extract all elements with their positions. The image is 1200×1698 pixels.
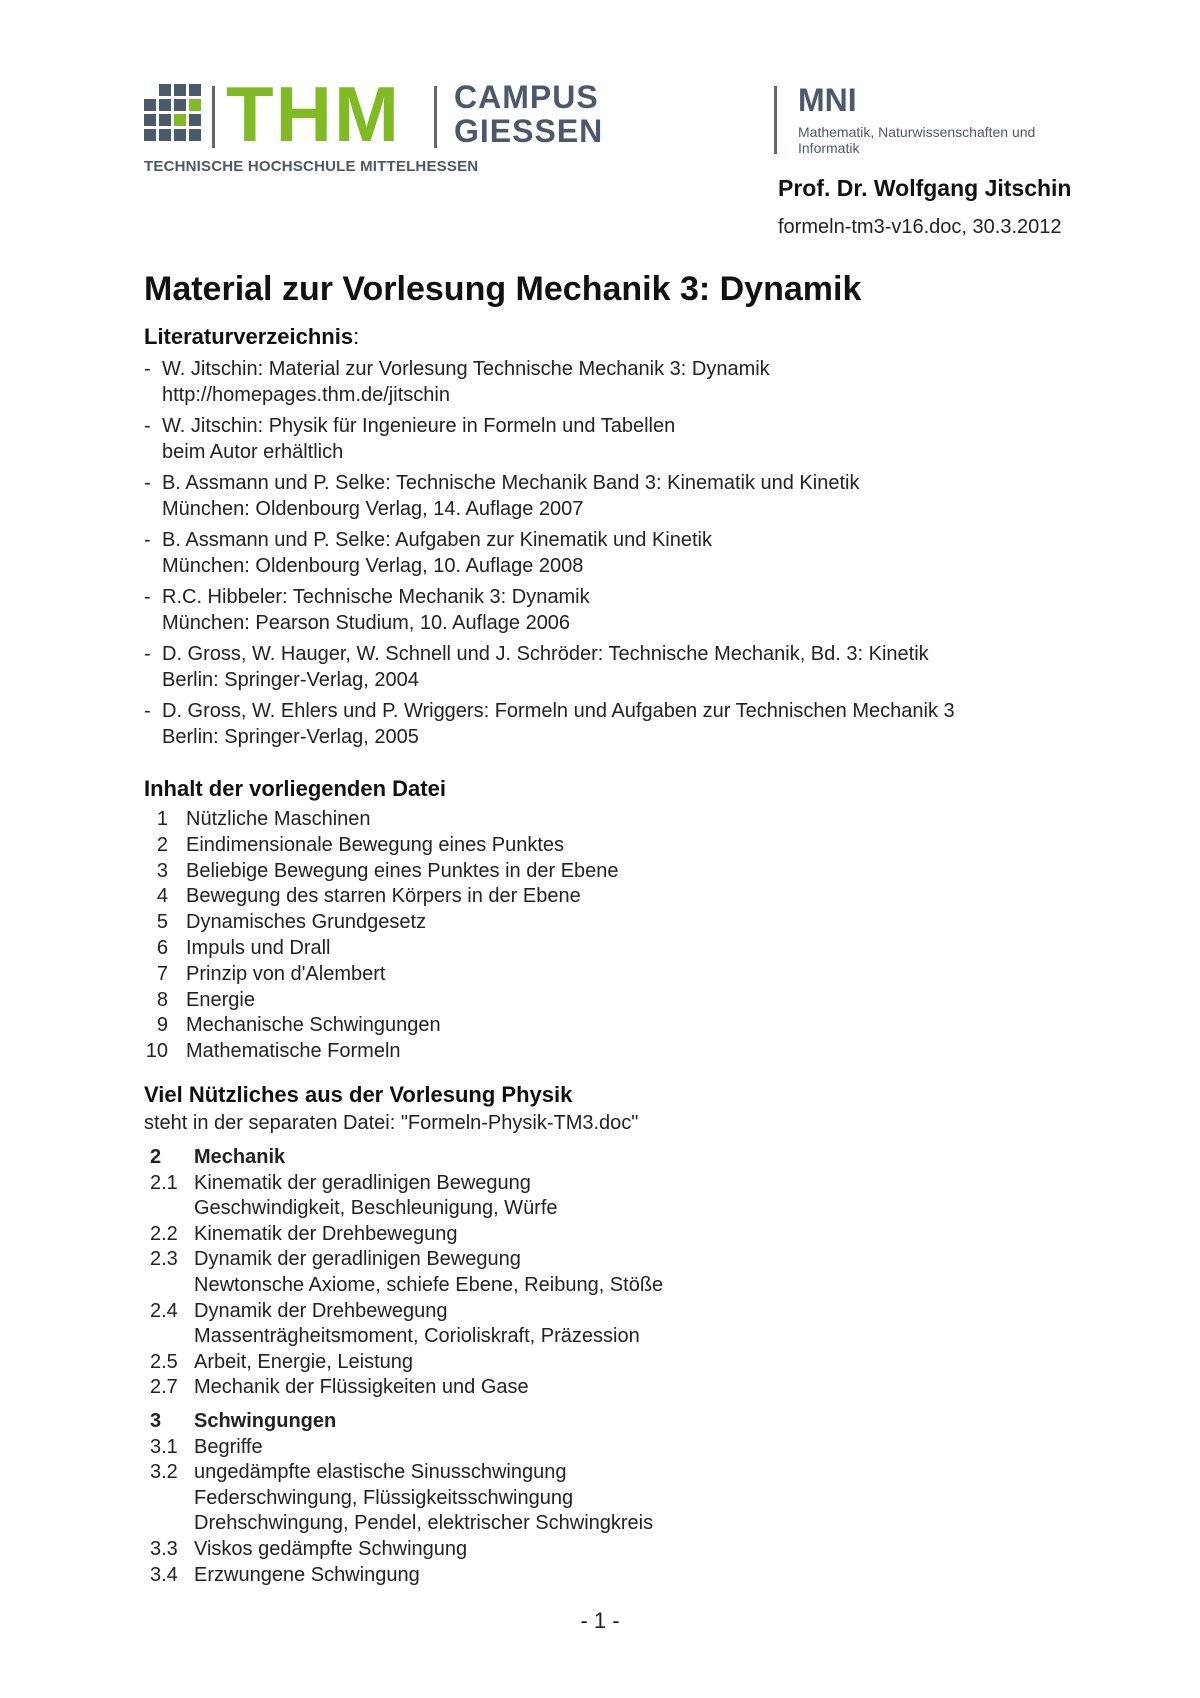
grid-dot xyxy=(174,114,186,126)
list-dash: - xyxy=(144,358,151,380)
physics-item-label: Federschwingung, Flüssigkeitsschwingung xyxy=(194,1486,574,1509)
contents-item xyxy=(144,1014,844,1040)
list-dash: - xyxy=(144,700,151,722)
literature-line-2: Berlin: Springer-Verlag, 2005 xyxy=(162,726,419,748)
literature-line-2: München: Oldenbourg Verlag, 10. Auflage 2008 xyxy=(162,555,584,577)
grid-dot xyxy=(159,99,171,111)
literature-line-1: B. Assmann und P. Selke: Aufgaben zur Kinematik und Kinetik xyxy=(162,529,712,551)
list-dash: - xyxy=(144,586,151,608)
physics-item-number: 2 xyxy=(150,1146,162,1168)
physics-item-label: Viskos gedämpfte Schwingung xyxy=(194,1538,468,1560)
contents-item-label: Mathematische Formeln xyxy=(186,1040,401,1063)
literature-line-1: D. Gross, W. Hauger, W. Schnell und J. Schröder: Technische Mechanik, Bd. 3: Kinetik xyxy=(162,643,929,665)
thm-wordmark: THM xyxy=(226,70,401,158)
logo-divider xyxy=(212,86,215,148)
grid-dot xyxy=(144,129,156,141)
physics-item xyxy=(150,1274,850,1300)
grid-dot xyxy=(189,129,201,141)
physics-item-number: 2.5 xyxy=(150,1350,178,1373)
contents-item xyxy=(144,911,844,937)
contents-item-number: 1 xyxy=(156,808,168,830)
physics-item-number: 2.1 xyxy=(150,1171,178,1194)
contents-item-number: 9 xyxy=(156,1014,168,1037)
contents-heading: Inhalt der vorliegenden Datei xyxy=(144,776,446,801)
physics-item-number: 3.2 xyxy=(150,1461,178,1484)
physics-item xyxy=(150,1325,850,1351)
physics-item-number: 2.2 xyxy=(150,1222,178,1245)
physics-item-label: Arbeit, Energie, Leistung xyxy=(194,1350,414,1373)
contents-item-number: 7 xyxy=(156,962,168,985)
list-dash: - xyxy=(144,643,151,665)
literature-line-1: W. Jitschin: Physik für Ingenieure in Formeln und Tabellen xyxy=(162,415,676,437)
physics-item xyxy=(150,1564,850,1590)
grid-dot xyxy=(189,99,201,111)
literature-line-2: http://homepages.thm.de/jitschin xyxy=(162,384,450,406)
physics-item-label: Massenträgheitsmoment, Corioliskraft, Präzession xyxy=(194,1325,640,1348)
physics-item-number: 3.1 xyxy=(150,1435,178,1458)
contents-item-label: Beliebige Bewegung eines Punktes in der Ebene xyxy=(186,859,619,882)
list-dash: - xyxy=(144,472,151,494)
contents-item-number: 4 xyxy=(156,885,168,908)
grid-dot xyxy=(174,129,186,141)
physics-item xyxy=(150,1376,850,1402)
grid-dot xyxy=(159,114,171,126)
grid-dot xyxy=(174,84,186,96)
physics-item-label: Geschwindigkeit, Beschleunigung, Würfe xyxy=(194,1197,558,1220)
contents-item-number: 8 xyxy=(156,988,168,1011)
literature-heading-suffix: : xyxy=(353,324,360,349)
mni-logo xyxy=(774,82,1074,162)
literature-item-text xyxy=(162,356,770,408)
mni-wordmark: MNI xyxy=(798,82,857,118)
physics-item xyxy=(150,1300,850,1326)
literature-line-2: Berlin: Springer-Verlag, 2004 xyxy=(162,669,419,691)
contents-item xyxy=(144,937,844,963)
physics-item-label: Begriffe xyxy=(194,1435,263,1458)
physics-section-heading xyxy=(150,1146,850,1172)
thm-subtitle: TECHNISCHE HOCHSCHULE MITTELHESSEN xyxy=(144,158,479,175)
physics-item xyxy=(150,1512,850,1538)
literature-item-text xyxy=(162,641,929,693)
physics-item-label: Newtonsche Axiome, schiefe Ebene, Reibung, Stöße xyxy=(194,1274,664,1296)
physics-item xyxy=(150,1487,850,1513)
literature-item-text xyxy=(162,527,712,579)
literature-line-1: D. Gross, W. Ehlers und P. Wriggers: Formeln und Aufgaben zur Technischen Mechanik 3 xyxy=(162,700,955,722)
thm-logo xyxy=(144,70,604,180)
literature-line-2: beim Autor erhältlich xyxy=(162,441,344,463)
contents-item-number: 2 xyxy=(156,833,168,856)
campus-line-2: GIESSEN xyxy=(454,113,604,149)
contents-item-label: Energie xyxy=(186,988,255,1011)
physics-item-label: Kinematik der Drehbewegung xyxy=(194,1222,458,1245)
literature-line-2: München: Pearson Studium, 10. Auflage 2006 xyxy=(162,612,571,634)
contents-item-number: 10 xyxy=(145,1040,168,1063)
physics-item-number: 2.3 xyxy=(150,1248,178,1271)
physics-item xyxy=(150,1351,850,1377)
physics-item-label: Dynamik der Drehbewegung xyxy=(194,1299,448,1322)
physics-item-label: Drehschwingung, Pendel, elektrischer Schwingkreis xyxy=(194,1512,654,1535)
grid-dot xyxy=(174,99,186,111)
physics-item xyxy=(150,1223,850,1249)
contents-item xyxy=(144,885,844,911)
physics-item xyxy=(150,1197,850,1223)
literature-line-1: R.C. Hibbeler: Technische Mechanik 3: Dynamik xyxy=(162,586,590,608)
literature-line-1: B. Assmann und P. Selke: Technische Mechanik Band 3: Kinematik und Kinetik xyxy=(162,472,860,494)
physics-item-label: Kinematik der geradlinigen Bewegung xyxy=(194,1171,531,1194)
grid-dot xyxy=(144,99,156,111)
grid-dot xyxy=(144,114,156,126)
literature-heading xyxy=(144,324,359,350)
literature-item-text xyxy=(162,584,590,636)
literature-line-1: W. Jitschin: Material zur Vorlesung Technische Mechanik 3: Dynamik xyxy=(162,358,770,380)
physics-item xyxy=(150,1436,850,1462)
logo-divider xyxy=(434,86,437,148)
contents-item-label: Eindimensionale Bewegung eines Punktes xyxy=(186,833,565,856)
contents-item-number: 3 xyxy=(156,859,168,882)
contents-item xyxy=(144,1040,844,1066)
physics-item-number: 3.4 xyxy=(150,1563,178,1586)
contents-item-label: Bewegung des starren Körpers in der Ebene xyxy=(186,885,581,908)
physics-item-number: 3 xyxy=(150,1410,162,1432)
physics-item xyxy=(150,1461,850,1487)
physics-item xyxy=(150,1248,850,1274)
campus-label xyxy=(454,80,603,148)
page-number: - 1 - xyxy=(580,1608,620,1633)
physics-item-label: Schwingungen xyxy=(194,1410,337,1432)
logo-divider xyxy=(774,86,777,154)
physics-item-number: 2.7 xyxy=(150,1376,178,1399)
author-name: Prof. Dr. Wolfgang Jitschin xyxy=(778,175,1072,201)
physics-section-heading xyxy=(150,1410,850,1436)
contents-item-label: Nützliche Maschinen xyxy=(186,808,371,830)
literature-item-text xyxy=(162,698,955,750)
contents-item-number: 5 xyxy=(156,911,168,934)
grid-dot xyxy=(159,84,171,96)
grid-dot xyxy=(189,114,201,126)
grid-dot xyxy=(159,129,171,141)
physics-item-label: ungedämpfte elastische Sinusschwingung xyxy=(194,1461,567,1484)
document-title: Material zur Vorlesung Mechanik 3: Dynamik xyxy=(144,270,862,308)
contents-item xyxy=(144,834,844,860)
file-info: formeln-tm3-v16.doc, 30.3.2012 xyxy=(778,216,1062,238)
physics-item-label: Mechanik der Flüssigkeiten und Gase xyxy=(194,1376,529,1399)
literature-item-text xyxy=(162,413,675,465)
campus-line-1: CAMPUS xyxy=(454,79,599,115)
physics-item xyxy=(150,1172,850,1198)
physics-item-number: 2.4 xyxy=(150,1299,178,1322)
contents-item-number: 6 xyxy=(156,937,168,959)
physics-note: steht in der separaten Datei: "Formeln-Physik-TM3.doc" xyxy=(144,1112,639,1134)
literature-item-text xyxy=(162,470,859,522)
physics-item-label: Dynamik der geradlinigen Bewegung xyxy=(194,1248,521,1271)
grid-dot xyxy=(189,84,201,96)
physics-item xyxy=(150,1538,850,1564)
literature-heading-text: Literaturverzeichnis xyxy=(144,324,354,349)
mni-subtitle: Mathematik, Naturwissenschaften und Informatik xyxy=(798,124,1036,156)
list-dash: - xyxy=(144,415,151,437)
physics-item-label: Mechanik xyxy=(194,1146,286,1168)
literature-line-2: München: Oldenbourg Verlag, 14. Auflage 2007 xyxy=(162,498,584,520)
contents-item xyxy=(144,860,844,886)
contents-item xyxy=(144,989,844,1015)
contents-item-label: Mechanische Schwingungen xyxy=(186,1014,441,1037)
physics-heading: Viel Nützliches aus der Vorlesung Physik xyxy=(144,1082,573,1107)
contents-item-label: Prinzip von d'Alembert xyxy=(186,962,386,985)
list-dash: - xyxy=(144,529,151,551)
contents-item xyxy=(144,808,844,834)
physics-item-label: Erzwungene Schwingung xyxy=(194,1563,420,1586)
contents-item xyxy=(144,963,844,989)
contents-item-label: Dynamisches Grundgesetz xyxy=(186,911,427,934)
physics-item-number: 3.3 xyxy=(150,1538,178,1560)
contents-item-label: Impuls und Drall xyxy=(186,937,331,959)
